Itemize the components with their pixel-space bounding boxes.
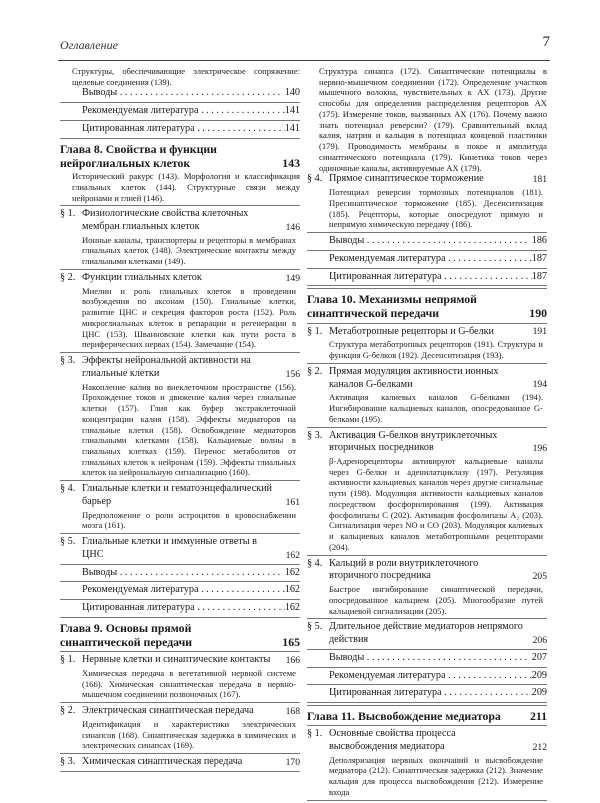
section-page: 212 <box>532 741 547 753</box>
toc-section[interactable] <box>307 173 547 230</box>
section-title: Глиальные клетки и иммунные ответы в ЦНС <box>82 536 257 560</box>
chapter-page: 143 <box>282 155 300 170</box>
toc-entry[interactable] <box>60 123 300 136</box>
section-desc: Идентификация и характеристики электрических синапсов (168). Синаптическая задержка в химических и электрических синапсах (169). <box>82 718 296 751</box>
section-page: 162 <box>285 549 300 561</box>
toc-section[interactable] <box>307 621 547 647</box>
toc-chapter-10[interactable] <box>307 292 547 320</box>
toc-entry[interactable] <box>307 652 547 665</box>
entry-page: 141 <box>284 122 300 134</box>
section-page: 156 <box>285 368 300 380</box>
entry-page: 162 <box>284 584 300 596</box>
divider <box>60 480 300 481</box>
toc-section[interactable] <box>60 208 300 267</box>
section-page: 181 <box>532 174 547 186</box>
toc-entry[interactable] <box>307 253 547 266</box>
section-row <box>60 272 300 285</box>
divider <box>60 352 300 353</box>
section-desc: Потенциал реверсии тормозных потенциалов (181). Пресинаптическое торможение (185). Десенситизация (185). Рецепторы, которые опосредуют прямую и непрямую химическую передачу (186). <box>329 187 543 230</box>
divider <box>60 138 300 139</box>
divider <box>307 725 547 726</box>
toc-section[interactable] <box>60 355 300 478</box>
divider <box>307 555 547 556</box>
section-number: § 1. <box>60 208 76 220</box>
section-number: § 4. <box>307 173 323 185</box>
divider <box>307 702 547 703</box>
section-row <box>60 654 300 667</box>
divider <box>307 288 547 289</box>
divider <box>60 651 300 652</box>
entry-title: Выводы . . . <box>307 652 530 665</box>
toc-entry[interactable] <box>307 687 547 700</box>
section-title: Электрическая синаптическая передача <box>82 705 254 717</box>
toc-section[interactable] <box>307 558 547 617</box>
divider <box>307 232 547 233</box>
toc-section[interactable] <box>307 326 547 361</box>
entry-title: Выводы . . . <box>60 87 283 100</box>
toc-section[interactable] <box>60 654 300 700</box>
entry-title: Цитированная литература . . . <box>60 602 285 615</box>
toc-section[interactable] <box>307 430 547 553</box>
section-title: Глиальные клетки и гематоэнцефалический барьер <box>82 483 272 507</box>
section-row <box>60 756 300 769</box>
chapter-title: Глава 8. Свойства и функции нейроглиальных клеток <box>60 141 217 170</box>
section-number: § 4. <box>60 483 76 495</box>
divider <box>307 427 547 428</box>
toc-continuation-desc: Структуры, обеспечивающие электрическое сопряжение: щелевые соединения (139). <box>72 66 300 87</box>
section-title: Химическая синаптическая передача <box>82 756 243 768</box>
section-desc: β-Адренорецепторы активируют кальциевые каналы через G-белки и аденилатциклазу (197). Регуляция активности кальциевых каналов через другие сигнальные пути (198). Модуляция активности кальциевых каналов посредством фосфорилирования (199). Активация фосфолипазы C (202). Активация фосфолипазы A₂ (203). Сигнализация через NO и CO (203). Модуляция калиевых и кальциевых каналов метаботропными рецепторами (204). <box>329 456 543 552</box>
section-title: Эффекты нейрональной активности на глиальные клетки <box>82 355 251 379</box>
section-desc: Ионные каналы, транспортеры и рецепторы в мембранах глиальных клеток (148). Электрические контакты между глиальными клетками (149). <box>82 234 296 267</box>
toc-entry[interactable] <box>60 105 300 118</box>
section-row <box>60 483 300 509</box>
entry-page: 162 <box>284 566 300 578</box>
entry-title: Цитированная литература . . . <box>307 271 532 284</box>
section-title: Кальций в роли внутриклеточного вторичного посредника <box>329 557 479 582</box>
section-number: § 2. <box>307 365 323 377</box>
chapter-page: 211 <box>529 709 547 724</box>
toc-chapter7-tail <box>60 87 300 138</box>
section-title: Основные свойства процесса высвобождения медиатора <box>329 728 456 752</box>
section-row <box>307 173 547 186</box>
section-title: Физиологические свойства клеточных мембран глиальных клеток <box>82 208 249 232</box>
section-title: Прямая модуляция активности ионных каналов G-белками <box>329 365 499 390</box>
running-head: Оглавление <box>60 38 118 52</box>
divider <box>60 205 300 206</box>
section-page: 146 <box>285 221 300 233</box>
chapter-page: 165 <box>282 635 300 650</box>
section-number: § 5. <box>307 621 323 633</box>
entry-page: 141 <box>284 105 300 117</box>
toc-entry[interactable] <box>307 235 547 248</box>
toc-entry[interactable] <box>60 567 300 580</box>
section-title: Метаботропные рецепторы и G-белки <box>329 325 495 337</box>
toc-chapter8-tail <box>60 567 300 618</box>
divider <box>307 285 547 286</box>
entry-title: Выводы . . . <box>307 235 530 248</box>
toc-entry[interactable] <box>60 584 300 597</box>
section-desc: Химическая передача в вегетативной нервной системе (166). Химическая синаптическая передача в нервно-мышечном соединении позвоночных (167). <box>82 667 296 700</box>
chapter-desc: Исторический ракурс (143). Морфология и классификация глиальных клеток (144). Структурные связи между нейронами и глией (146). <box>72 171 300 203</box>
entry-title: Рекомендуемая литература . . . <box>307 253 532 266</box>
toc-chapter-9[interactable] <box>60 621 300 649</box>
divider <box>307 363 547 364</box>
section-number: § 2. <box>60 271 76 283</box>
toc-chapter8-sections <box>60 208 300 564</box>
toc-chapter9-sections <box>60 654 300 772</box>
section-number: § 1. <box>307 728 323 740</box>
chapter-page: 190 <box>529 306 547 321</box>
section-number: § 3. <box>60 355 76 367</box>
section-number: § 1. <box>60 654 76 666</box>
section-number: § 1. <box>307 325 323 337</box>
toc-entry[interactable] <box>307 271 547 284</box>
entry-page: 209 <box>531 687 547 699</box>
divider <box>307 800 547 801</box>
entry-title: Рекомендуемая литература . . . <box>60 105 285 118</box>
section-title: Активация G-белков внутриклеточных вторичных посредников <box>329 429 498 454</box>
divider <box>60 702 300 703</box>
section-row <box>307 621 547 647</box>
toc-right-column <box>307 66 547 803</box>
toc-left-column <box>60 66 300 774</box>
section-row <box>60 705 300 718</box>
section-desc: Предположение о роли астроцитов в кровоснабжении мозга (161). <box>82 509 296 531</box>
section-page: 196 <box>532 443 547 455</box>
toc-section[interactable] <box>60 536 300 562</box>
divider <box>307 618 547 619</box>
page-number: 7 <box>542 34 550 50</box>
section-page: 168 <box>285 705 300 717</box>
entry-page: 140 <box>284 87 300 99</box>
section-row <box>307 430 547 456</box>
divider <box>60 533 300 534</box>
toc-section[interactable] <box>307 366 547 425</box>
toc-section[interactable] <box>307 728 547 797</box>
entry-page: 209 <box>531 669 547 681</box>
entry-page: 162 <box>284 602 300 614</box>
section-number: § 4. <box>307 557 323 569</box>
entry-title: Рекомендуемая литература . . . <box>307 670 532 683</box>
toc-section[interactable] <box>60 272 300 350</box>
chapter-title: Глава 9. Основы прямой синаптической передачи <box>60 620 193 650</box>
entry-page: 207 <box>531 651 547 663</box>
entry-title: Выводы . . . <box>60 567 283 580</box>
section-desc: Быстрое ингибирование синаптической передачи, опосредованное кальцием (205). Многообразие путей кальциевой сигнализации (205). <box>329 584 543 616</box>
section-row <box>60 536 300 562</box>
toc-chapter-11[interactable] <box>307 709 547 723</box>
divider <box>60 581 300 582</box>
toc-entry[interactable] <box>60 602 300 615</box>
section-desc: Активация калиевых каналов G-белками (194). Ингибирование кальциевых каналов, опосредованное G-белками (195). <box>329 392 543 424</box>
divider <box>60 617 300 618</box>
toc-chapter10-sections <box>307 326 547 650</box>
section-row <box>307 558 547 584</box>
section-number: § 5. <box>60 536 76 548</box>
section-row <box>307 366 547 392</box>
section-title: Нервные клетки и синаптические контакты <box>82 654 271 666</box>
section-number: § 3. <box>307 429 323 441</box>
entry-page: 187 <box>531 270 547 282</box>
divider <box>307 705 547 706</box>
divider <box>307 684 547 685</box>
section-row <box>60 355 300 381</box>
section-row <box>307 326 547 339</box>
section-desc: Миелин и роль глиальных клеток в проведении возбуждения по аксонам (150). Глиальные клетки, развитие ЦНС и секреция факторов роста (152). Роль микроглиальных клеток в репарации и регенерации в ЦНС (153). Шванновские клетки как пути роста в периферических нервах (154). Замечание (154). <box>82 285 296 350</box>
section-title: Прямое синаптическое торможение <box>329 173 484 185</box>
toc-section[interactable] <box>60 756 300 769</box>
divider <box>60 120 300 121</box>
section-number: § 3. <box>60 756 76 768</box>
section-number: § 2. <box>60 705 76 717</box>
section-page: 191 <box>532 326 547 338</box>
divider <box>307 649 547 650</box>
divider <box>307 268 547 269</box>
section-page: 194 <box>532 379 547 391</box>
section-page: 170 <box>285 756 300 768</box>
toc-chapter9-tail <box>307 235 547 286</box>
section-title: Функции глиальных клеток <box>82 271 202 283</box>
section-title: Длительное действие медиаторов непрямого действия <box>329 621 523 646</box>
chapter-title: Глава 10. Механизмы непрямой синаптической передачи <box>307 292 477 321</box>
entry-title: Рекомендуемая литература . . . <box>60 584 285 597</box>
section-page: 149 <box>285 272 300 284</box>
chapter-title: Глава 11. Высвобождение медиатора <box>307 709 501 724</box>
section-desc: Структура метаботропных рецепторов (191). Структура и функция G-белков (192). Десенситизация (193). <box>329 339 543 361</box>
toc-section[interactable] <box>60 483 300 531</box>
toc-section[interactable] <box>60 705 300 751</box>
divider <box>60 599 300 600</box>
section-page: 166 <box>285 655 300 666</box>
divider <box>60 269 300 270</box>
toc-entry[interactable] <box>307 670 547 683</box>
section-page: 161 <box>285 496 300 508</box>
section-page: 205 <box>532 571 547 583</box>
entry-title: Цитированная литература . . . <box>307 687 532 700</box>
toc-chapter11-sections <box>307 728 547 800</box>
section-row <box>60 208 300 234</box>
section-desc: Деполяризация нервных окончаний и высвобождение медиатора (212). Синаптическая задержка (212). Значение кальция для процесса высвобождения (212). Измерение входа <box>329 754 543 797</box>
toc-chapter-8[interactable] <box>60 142 300 170</box>
divider <box>60 753 300 754</box>
entry-page: 187 <box>531 252 547 264</box>
entry-page: 186 <box>531 235 547 247</box>
toc-continuation-desc: Структура синапса (172). Синаптические потенциалы в нервно-мышечном соединении (172). Определение участков мышечного волокна, чувствительных к АХ (173). Другие способы для определения распределения рецепторов АХ (175). Измерение токов, вызванных АХ (176). Почему важно знать потенциал реверсии? (179). Сравнительный вклад калия, натрия и кальция в потенциал концевой пластинки (179). Проводимость мембраны в покое и амплитуда синаптического потенциала (179). Кинетика токов через одиночные каналы, активируемые АХ (179). <box>319 66 547 173</box>
divider <box>307 323 547 324</box>
divider <box>60 102 300 103</box>
entry-title: Цитированная литература . . . <box>60 123 285 136</box>
toc-chapter10-tail <box>307 652 547 703</box>
divider <box>60 564 300 565</box>
toc-chapter9-section4 <box>307 173 547 233</box>
section-page: 206 <box>532 634 547 646</box>
header-rule <box>58 60 550 61</box>
divider <box>307 250 547 251</box>
toc-entry[interactable] <box>60 87 300 100</box>
divider <box>60 771 300 772</box>
section-desc: Накопление калия во внеклеточном пространстве (156). Прохождение токов и движение калия через глиальные клетки (157). Глия как буфер экстраклеточной концентрации калия (158). Эффекты медиаторов на глиальные клетки (158). Освобождение медиаторов глиальными клетками (158). Кальциевые волны в глиальных клетках (159). Перенос метаболитов от глиальных клеток к нейронам (159). Эффекты глиальных клеток на нейрональную сигнализацию (160). <box>82 381 296 478</box>
divider <box>307 667 547 668</box>
